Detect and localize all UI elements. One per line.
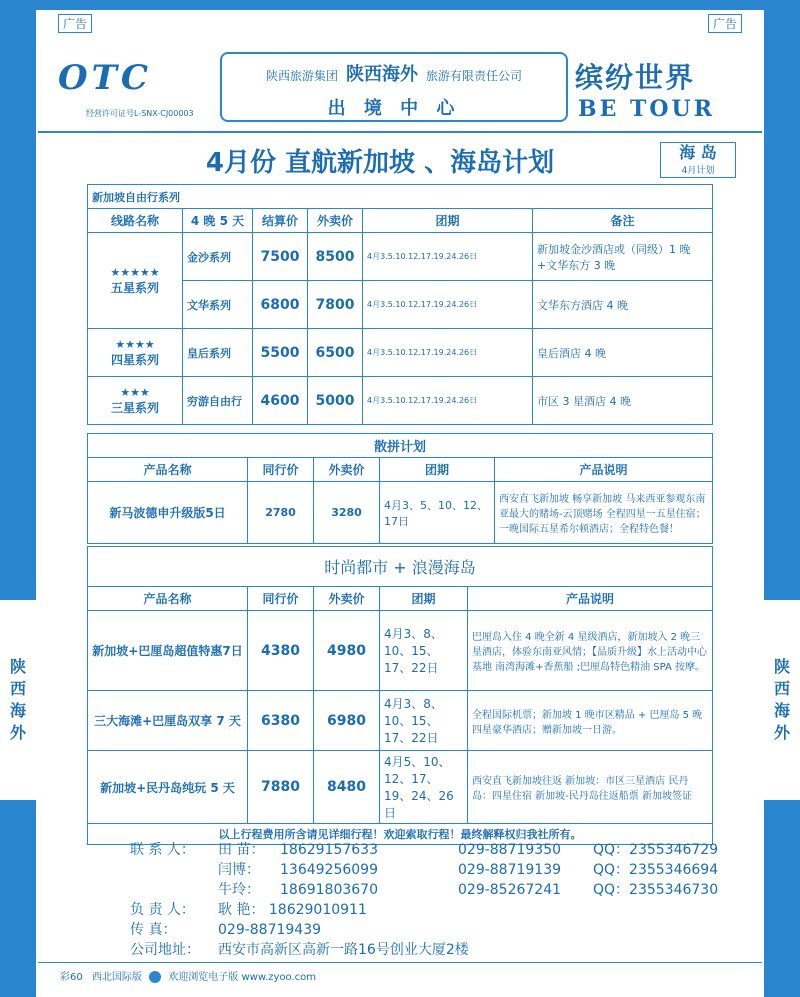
header-cell: 备注 xyxy=(533,209,713,233)
table-row xyxy=(88,377,713,425)
section-title: 新加坡自由行系列 xyxy=(88,185,713,209)
product-desc: 西安直飞新加坡 畅享新加坡 马来西亚参观东南亚最大的赌场-云顶赌场 全程四星一五星住宿；一晚国际五星希尔顿酒店；全程特色餐！ xyxy=(495,482,713,544)
sale-price: 3280 xyxy=(314,482,380,544)
contact-name: 闫博： xyxy=(218,862,260,878)
table-row xyxy=(88,751,713,824)
dates: 4月3.5.10.12.17.19.24.26日 xyxy=(363,233,533,281)
company-banner xyxy=(220,52,568,122)
cost-price: 6800 xyxy=(253,281,308,329)
section-title: 散拼计划 xyxy=(88,434,713,458)
note: 文华东方酒店 4 晚 xyxy=(533,281,713,329)
dates: 4月3、8、10、15、17、22日 xyxy=(380,611,468,691)
footer xyxy=(60,968,316,983)
product-name: 三大海滩+巴厘岛双享 7 天 xyxy=(88,691,248,751)
note: 新加坡金沙酒店或（同级）1 晚+文华东方 3 晚 xyxy=(533,233,713,281)
contact-mobile: 18691803670 xyxy=(280,882,378,898)
group-cell: ★★★ 三星系列 xyxy=(88,377,183,425)
side-text-left: 陕 西 海 外 xyxy=(0,600,36,800)
dates: 4月3、8、10、15、17、22日 xyxy=(380,691,468,751)
header-cell: 线路名称 xyxy=(88,209,183,233)
header-cell: 结算价 xyxy=(253,209,308,233)
bt-logo-en: BE TOUR xyxy=(578,96,716,122)
table-row xyxy=(88,329,713,377)
footer-text: 欢迎浏览电子版 www.zyoo.com xyxy=(168,972,317,983)
header-cell: 产品名称 xyxy=(88,587,248,611)
contact-mobile: 18629157633 xyxy=(280,842,378,858)
page-number: 彩60 xyxy=(60,972,83,983)
dept-name: 出 境 中 心 xyxy=(327,98,461,119)
company-name: 旅游有限责任公司 xyxy=(426,69,523,83)
cost-price: 2780 xyxy=(248,482,314,544)
cost-price: 5500 xyxy=(253,329,308,377)
fax: 029-88719439 xyxy=(218,922,322,938)
dates: 4月3.5.10.12.17.19.24.26日 xyxy=(363,281,533,329)
ad-label-right: 广告 xyxy=(708,14,742,33)
group-tour-table xyxy=(87,433,713,544)
sale-price: 8480 xyxy=(314,751,380,824)
sale-price: 5000 xyxy=(308,377,363,425)
sale-price: 6500 xyxy=(308,329,363,377)
address: 西安市高新区高新一路16号创业大厦2楼 xyxy=(218,942,469,958)
header-cell: 4 晚 5 天 xyxy=(183,209,253,233)
group-name: 陕西旅游集团 xyxy=(265,69,338,83)
address-label: 公司地址： xyxy=(130,942,200,958)
note: 市区 3 星酒店 4 晚 xyxy=(533,377,713,425)
dates: 4月3.5.10.12.17.19.24.26日 xyxy=(363,329,533,377)
contact-label: 联 系 人： xyxy=(130,842,195,858)
section-title: 时尚都市 + 浪漫海岛 xyxy=(88,547,713,587)
route-name: 金沙系列 xyxy=(183,233,253,281)
header-divider xyxy=(38,131,762,133)
tag-main: 海 岛 xyxy=(679,143,717,162)
header-cell: 团期 xyxy=(363,209,533,233)
table-row xyxy=(88,691,713,751)
header-cell: 外卖价 xyxy=(314,587,380,611)
island-table xyxy=(87,546,713,845)
header-cell: 外卖价 xyxy=(314,458,380,482)
footer-divider xyxy=(38,962,762,963)
sale-price: 6980 xyxy=(314,691,380,751)
route-name: 文华系列 xyxy=(183,281,253,329)
product-desc: 全程国际机票；新加坡 1 晚市区精品 + 巴厘岛 5 晚四星豪华酒店；赠新加坡一日游。 xyxy=(468,691,713,751)
category-tag xyxy=(660,142,736,178)
ad-label-left: 广告 xyxy=(58,14,92,33)
manager-label: 负 责 人： xyxy=(130,902,195,918)
table-row xyxy=(88,482,713,544)
product-name: 新加坡+巴厘岛超值特惠7日 xyxy=(88,611,248,691)
route-name: 穷游自由行 xyxy=(183,377,253,425)
cost-price: 6380 xyxy=(248,691,314,751)
manager: 耿 艳： 18629010911 xyxy=(218,902,367,918)
header-cell: 团期 xyxy=(380,587,468,611)
contact-tel: 029-85267241 xyxy=(458,882,562,898)
free-travel-table xyxy=(87,184,713,425)
dates: 4月3.5.10.12.17.19.24.26日 xyxy=(363,377,533,425)
contact-qq: QQ：2355346694 xyxy=(593,862,719,878)
route-name: 皇后系列 xyxy=(183,329,253,377)
product-desc: 巴厘岛入住 4 晚全新 4 星级酒店，新加坡入 2 晚三星酒店，体验东南亚风情；【品质升级】水上活动中心基地 南湾海滩+香蕉船 ;巴厘岛特色精油 SPA 按摩。 xyxy=(468,611,713,691)
tag-sub: 4月计划 xyxy=(681,166,715,176)
brand-name: 陕西海外 xyxy=(346,64,418,85)
product-desc: 西安直飞新加坡往返 新加坡：市区三星酒店 民丹岛：四星住宿 新加坡-民丹岛往返船票 新加坡签证 xyxy=(468,751,713,824)
contact-name: 田 苗： xyxy=(218,842,265,858)
contact-name: 牛玲： xyxy=(218,882,260,898)
group-cell: ★★★★★ 五星系列 xyxy=(88,233,183,329)
contact-mobile: 13649256099 xyxy=(280,862,378,878)
product-name: 新马波德申升级版5日 xyxy=(88,482,248,544)
license-number: 经营许可证号L-SNX-CJ00003 xyxy=(86,109,194,118)
contact-qq: QQ：2355346730 xyxy=(593,882,719,898)
bt-logo-cn: 缤纷世界 xyxy=(575,61,696,94)
side-text-right: 陕 西 海 外 xyxy=(764,600,800,800)
cost-price: 4600 xyxy=(253,377,308,425)
contact-block xyxy=(130,840,718,960)
footnote: 以上行程费用所含请见详细行程！欢迎索取行程！最终解释权归我社所有。 xyxy=(88,824,713,845)
header-cell: 产品说明 xyxy=(468,587,713,611)
dates: 4月5、10、12、17、19、24、26日 xyxy=(380,751,468,824)
sale-price: 4980 xyxy=(314,611,380,691)
note: 皇后酒店 4 晚 xyxy=(533,329,713,377)
table-row xyxy=(88,233,713,281)
cost-price: 4380 xyxy=(248,611,314,691)
contact-tel: 029-88719139 xyxy=(458,862,562,878)
header-cell: 产品名称 xyxy=(88,458,248,482)
cost-price: 7880 xyxy=(248,751,314,824)
header-cell: 外卖价 xyxy=(308,209,363,233)
dates: 4月3、5、10、12、17日 xyxy=(380,482,495,544)
edition-icon xyxy=(149,971,161,983)
header-cell: 同行价 xyxy=(248,587,314,611)
edition: 西北国际版 xyxy=(91,972,142,983)
cost-price: 7500 xyxy=(253,233,308,281)
fax-label: 传 真： xyxy=(130,922,177,938)
group-cell: ★★★★ 四星系列 xyxy=(88,329,183,377)
sale-price: 8500 xyxy=(308,233,363,281)
page-title: 4月份 直航新加坡 、海岛计划 xyxy=(205,148,555,178)
header-cell: 产品说明 xyxy=(495,458,713,482)
header-cell: 同行价 xyxy=(248,458,314,482)
otc-logo: OTC xyxy=(58,58,152,98)
sale-price: 7800 xyxy=(308,281,363,329)
table-row xyxy=(88,611,713,691)
header-cell: 团期 xyxy=(380,458,495,482)
contact-qq: QQ：2355346729 xyxy=(593,842,719,858)
contact-tel: 029-88719350 xyxy=(458,842,562,858)
product-name: 新加坡+民丹岛纯玩 5 天 xyxy=(88,751,248,824)
